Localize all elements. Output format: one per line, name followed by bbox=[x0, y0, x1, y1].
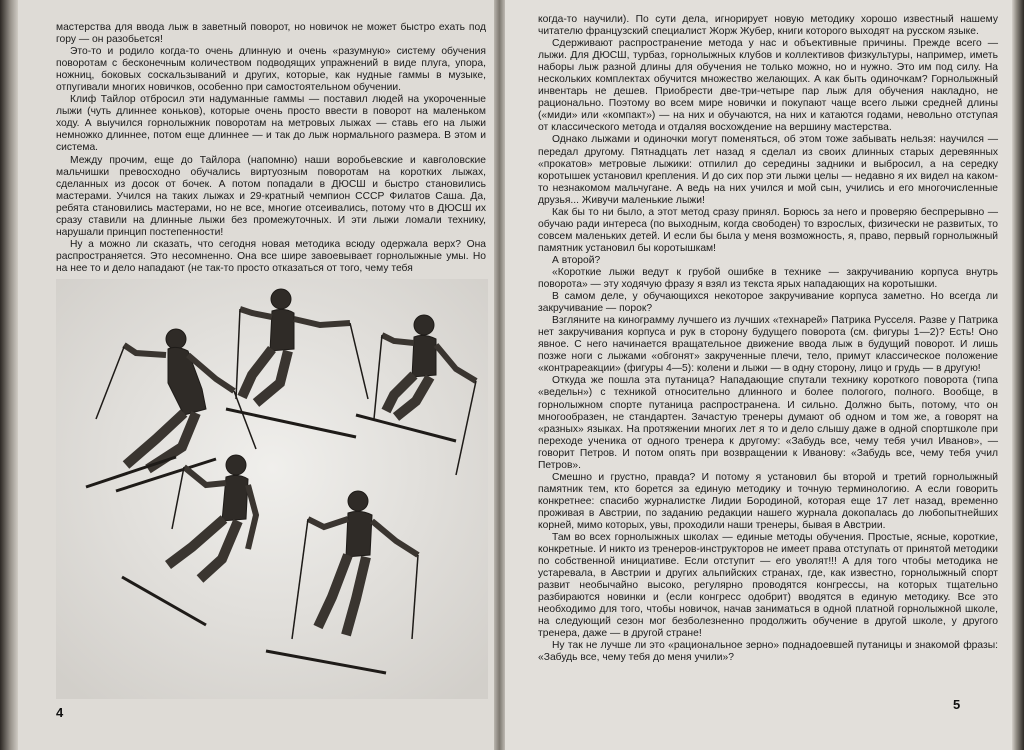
left-paragraph: мастерства для ввода лыж в заветный поворот, но новичок не может быстро ехать под гору — он разобьется! bbox=[56, 22, 486, 46]
right-paragraph: Однако лыжами и одиночки могут поменяться, об этом тоже забывать нельзя: научился — передал другому. Пятнадцать лет назад я сделал из своих длинных старых деревянных «прокатов» метровые лыжики: отпилил до середины задники и выбросил, а на середку коротышек установил крепления. И до сих пор эти лыжи целы — недавно я их видел на каком-то незнакомом мальчугане. А ведь на них учился и мой сын, учились и его многочисленные друзья... Живучи маленькие лыжи! bbox=[538, 134, 998, 206]
right-paragraph: А второй? bbox=[552, 254, 601, 266]
left-page-text bbox=[56, 22, 486, 275]
right-page bbox=[505, 0, 1012, 750]
book-gutter bbox=[494, 0, 505, 750]
right-page-text bbox=[538, 14, 998, 665]
book-right-edge bbox=[1012, 0, 1024, 750]
right-paragraph: когда-то научили). По сути дела, игнорирует новую методику хорошо известный нашему читателю французский специалист Жорж Жубер, книги которого выходят на русском языке. bbox=[538, 14, 998, 38]
right-paragraph: «Короткие лыжи ведут к грубой ошибке в технике — закручиванию корпуса внутрь поворота» — эту ходячую фразу я взял из текста ярых нападающих на коротышки. bbox=[538, 266, 998, 291]
skier-figures-illustration bbox=[56, 279, 488, 699]
right-paragraph: Откуда же пошла эта путаница? Нападающие спутали технику короткого поворота (типа «ведельн») с техникой относительно длинного и более пологого, полного. Вообще, в горнолыжном спорте путаница распространена. И сильно. Должно быть, потому, что он многообразен, не стандартен. Зачастую тренеры думают об одном и том же, а говорят на «разных» языках. На протяжении многих лет я то и дело слышу даже в одной спортшколе при переходе ученика от одного тренера к другому: «Забудь все, чему тебя учил Иванов», — говорит Петров. И потом опять при возвращении к Иванову: «Забудь все, чему тебя учил Петров». bbox=[538, 375, 998, 471]
page-number-right: 5 bbox=[953, 697, 961, 712]
left-paragraph: Ну а можно ли сказать, что сегодня новая методика всюду одержала верх? Она распространяется. Это несомненно. Она все шире завоевывает горнолыжные умы. Но на нее то и дело нападают (не так-то просто отказаться от того, чему тебя bbox=[56, 238, 486, 274]
left-paragraph: Это-то и родило когда-то очень длинную и очень «разумную» систему обучения поворотам с бесконечным количеством подводящих упражнений в виде плуга, упора, ножниц, боковых соскальзываний и других, которые, как нудные гаммы в музыке, отпугивали многих новичков, особенно при самостоятельном обучении. bbox=[56, 46, 486, 94]
right-paragraph: Как бы то ни было, а этот метод сразу принял. Борюсь за него и проверяю беспрерывно — обучаю ради интереса (по выходным, когда свободен) то взрослых, физически не развитых, то совсем маленьких детей. И если бы была у меня возможность, я, право, первый горнолыжный памятник установил бы коротышкам! bbox=[538, 206, 998, 254]
left-paragraph: Между прочим, еще до Тайлора (напомню) наши воробьевские и кавголовские мальчишки превосходно обучались виртуозным поворотам на коротких лыжах, сделанных из досок от бочек. А потом попадали в ДЮСШ и быстро становились мастерами. Учился на таких лыжах и 29-кратный чемпион СССР Филатов Саша. Да, ребята становились мастерами, но не все, многие отсеивались, потому что в ДЮСШ их сразу ставили на длинные лыжи без промежуточных. И эти лыжи ломали технику, нарушали принцип постепенности! bbox=[56, 154, 486, 238]
right-paragraph: В самом деле, у обучающихся некоторое закручивание корпуса заметно. Но всегда ли закручивание — порок? bbox=[538, 291, 998, 315]
right-paragraph: Ну так не лучше ли это «рациональное зерно» поднадоевшей путаницы и знакомой фразы: «Забудь все, чему тебя до меня учили»? bbox=[538, 640, 998, 664]
book-left-edge bbox=[0, 0, 18, 750]
right-paragraph: Взгляните на кинограмму лучшего из лучших «технарей» Патрика Русселя. Разве у Патрика нет закручивания корпуса и рук в сторону будущего поворота (см. фигуры 1—2)? Есть! Оно явное. С него начинается вращательное движение ввода лыж в будущий поворот. И лишь позже ноги с лыжами «обгонят» закрученные плечи, тело, примут классическое положение «контрареакции» (фигуры 4—5): колени и лыжи — в одну сторону, лицо и грудь — в другую! bbox=[538, 315, 998, 375]
left-page bbox=[18, 0, 494, 750]
kinogram-photo bbox=[56, 279, 488, 699]
page-number-left: 4 bbox=[56, 705, 64, 720]
right-paragraph: Сдерживают распространение метода у нас и объективные причины. Прежде всего — лыжи. Для ДЮСШ, турбаз, горнолыжных клубов и коллективов физкультуры, например, иметь наборы лыж разной длины для обучения не только можно, но и нужно. Это им под силу. На нескольких комплектах обучится множество желающих. А как быть одиночкам? Горнолыжный инвентарь не дешев. Приобрести две-три-четыре пар лыж для обучения накладно, не рационально. Поэтому во всем мире новички и покупают чаще всего лыжи средней длины («миди» или «компакт») — на них и обучаются, на них и катаются годами, невольно отступая от классического метода и отдаляя восхождение на вершину мастерства. bbox=[538, 38, 998, 134]
right-paragraph: Там во всех горнолыжных школах — единые методы обучения. Простые, ясные, короткие, конкретные. И никто из тренеров-инструкторов не имеет права отступать от принятой методики по собственной инициативе. Если отступит — его уволят!!! А для того чтобы методика не устаревала, в Австрии и других альпийских странах, где, как известно, горнолыжный спорт развит необычайно высоко, регулярно проводятся конгрессы, на которых тщательно разбираются новинки и (если конгресс одобрит) вводятся в единую методику. Все это необходимо для того, чтобы новичок, начав заниматься в одной платной горнолыжной школе, на следующий сезон мог безболезненно продолжить обучение в другой школе, у другого тренера, даже — в другой стране! bbox=[538, 532, 998, 640]
left-paragraph: Клиф Тайлор отбросил эти надуманные гаммы — поставил людей на укороченные лыжи (чуть длиннее коньков), которые очень просто ввести в поворот на маленьком ходу. А выучился горнолыжник поворотам на метровых лыжах — ставь его на лыжи немножко длиннее, потом еще длиннее — и так до лыж нормального размера. В этом и система. bbox=[56, 94, 486, 154]
right-paragraph: Смешно и грустно, правда? И потому я установил бы второй и третий горнолыжный памятник тем, кто борется за единую методику и точную терминологию. А если говорить конкретнее: спасибо журналистке Лидии Бородиной, которая еще 17 лет назад, временно проживая в Австрии, по заданию редакции нашего журнала докопалась до любопытнейших корней, мимо которых, увы, проходили наши тренеры, бывая в Австрии. bbox=[538, 471, 998, 531]
